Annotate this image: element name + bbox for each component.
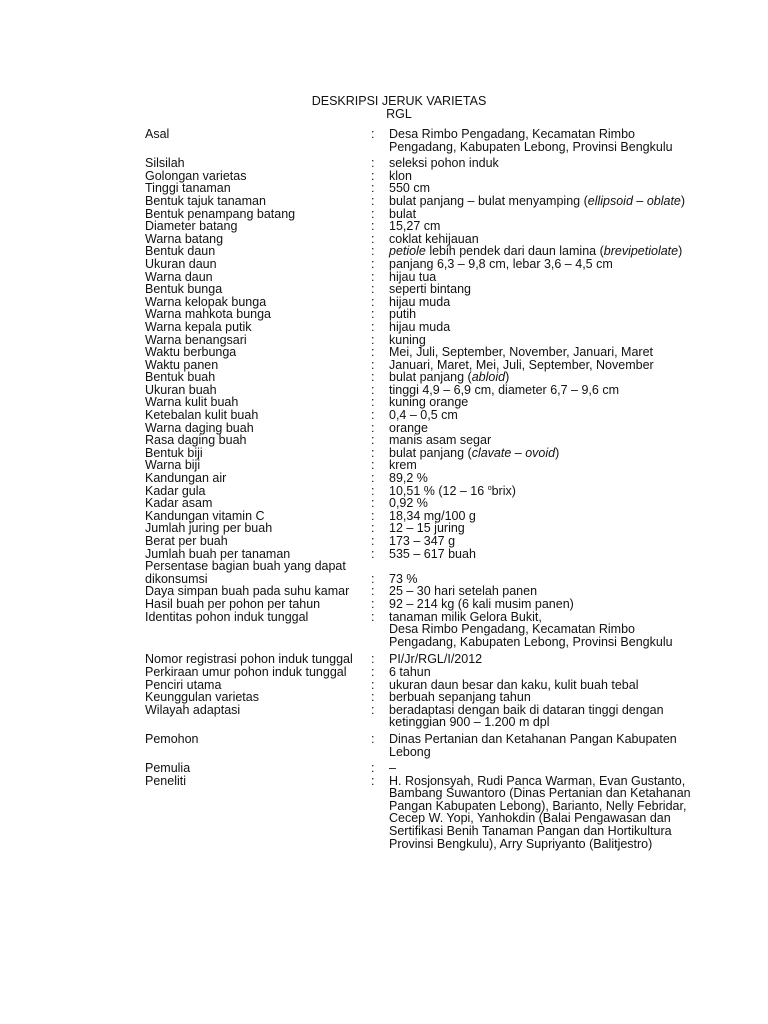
- field-label: Kandungan air: [145, 471, 227, 486]
- field-separator: :: [371, 496, 375, 511]
- field-row: [0, 384, 768, 397]
- field-label: Jumlah buah per tanaman: [145, 546, 291, 561]
- field-value-line: Pengadang, Kabupaten Lebong, Provinsi Bengkulu: [389, 634, 673, 649]
- field-separator: :: [371, 307, 375, 322]
- field-label: Identitas pohon induk tunggal: [145, 609, 309, 624]
- field-label: Waktu panen: [145, 357, 219, 372]
- field-value-line: Provinsi Bengkulu), Arry Supriyanto (Balitjestro): [389, 836, 653, 851]
- field-separator: :: [371, 508, 375, 523]
- field-row: [0, 271, 768, 284]
- field-label: Ukuran buah: [145, 382, 217, 397]
- field-separator: :: [371, 596, 375, 611]
- field-row: [0, 434, 768, 447]
- field-separator: :: [371, 609, 375, 624]
- field-row: [0, 321, 768, 334]
- field-value: seleksi pohon induk: [389, 156, 499, 171]
- field-row: [0, 510, 768, 523]
- field-row: [0, 585, 768, 598]
- field-label: [145, 560, 370, 585]
- field-label: Silsilah: [145, 156, 185, 171]
- field-label: Waktu berbunga: [145, 345, 237, 360]
- field-row: [0, 666, 768, 679]
- field-value-text: ): [680, 193, 686, 208]
- field-row: [0, 691, 768, 704]
- field-label: Bentuk buah: [145, 370, 216, 385]
- field-row: [0, 195, 768, 208]
- field-value: hijau muda: [389, 319, 451, 334]
- field-value: [389, 485, 709, 498]
- field-value-line: Desa Rimbo Pengadang, Kecamatan Rimbo: [389, 127, 635, 141]
- field-row: [0, 497, 768, 510]
- field-row: [0, 283, 768, 296]
- field-row: [0, 459, 768, 472]
- field-row: [0, 396, 768, 409]
- field-label: Warna daging buah: [145, 420, 254, 435]
- field-label: Ketebalan kulit buah: [145, 408, 259, 423]
- field-label: Bentuk penampang batang: [145, 206, 296, 221]
- field-value-italic: abloid: [471, 370, 506, 385]
- field-value-line: ketinggian 900 – 1.200 m dpl: [389, 715, 550, 730]
- field-separator: :: [371, 168, 375, 183]
- field-row: [0, 245, 768, 258]
- field-label: Warna benangsari: [145, 332, 247, 347]
- field-separator: :: [371, 319, 375, 334]
- field-row: [0, 679, 768, 692]
- field-label: Bentuk biji: [145, 445, 203, 460]
- field-row: [0, 346, 768, 359]
- field-separator: :: [371, 433, 375, 448]
- field-value-text: ): [555, 445, 560, 460]
- field-value-text: bulat panjang – bulat menyamping (: [389, 193, 588, 208]
- field-value-line: Pengadang, Kabupaten Lebong, Provinsi Bengkulu: [389, 139, 673, 154]
- field-label: Berat per buah: [145, 534, 228, 548]
- field-label: Wilayah adaptasi: [145, 702, 241, 717]
- field-value: 535 – 617 buah: [389, 546, 476, 561]
- field-value: PI/Jr/RGL/I/2012: [389, 652, 483, 667]
- field-row: [0, 128, 768, 153]
- field-separator: :: [371, 702, 375, 717]
- field-separator: :: [371, 127, 375, 141]
- field-row: [0, 653, 768, 666]
- field-row: [0, 308, 768, 321]
- field-value: 25 – 30 hari setelah panen: [389, 584, 538, 599]
- field-label: Keunggulan varietas: [145, 690, 259, 705]
- field-label: Warna mahkota bunga: [145, 307, 272, 322]
- field-value: [389, 128, 709, 153]
- field-separator: :: [371, 294, 375, 309]
- field-value: kuning: [389, 332, 426, 347]
- field-label: Warna kepala putik: [145, 319, 252, 334]
- field-label: Pemohon: [145, 731, 199, 746]
- field-label: Jumlah juring per buah: [145, 521, 273, 536]
- field-value: panjang 6,3 – 9,8 cm, lebar 3,6 – 4,5 cm: [389, 256, 613, 271]
- field-label: Rasa daging buah: [145, 433, 247, 448]
- field-separator: :: [371, 193, 375, 208]
- field-separator: :: [371, 483, 375, 498]
- field-value: bulat: [389, 206, 417, 221]
- field-value: ukuran daun besar dan kaku, kulit buah tebal: [389, 677, 639, 692]
- field-row: [0, 447, 768, 460]
- field-label: Warna daun: [145, 269, 213, 284]
- field-value: klon: [389, 168, 412, 183]
- field-value: hijau muda: [389, 294, 451, 309]
- field-separator: :: [371, 677, 375, 692]
- field-separator: :: [371, 206, 375, 221]
- field-row: [0, 409, 768, 422]
- field-label: Bentuk daun: [145, 244, 216, 259]
- field-separator: :: [371, 761, 375, 776]
- field-separator: :: [371, 370, 375, 385]
- field-row: [0, 733, 768, 758]
- field-value-text: bulat panjang (: [389, 445, 472, 460]
- field-separator: :: [371, 584, 375, 599]
- field-row: [0, 422, 768, 435]
- field-row: [0, 598, 768, 611]
- field-label: Ukuran daun: [145, 256, 217, 271]
- field-label: Pemulia: [145, 761, 191, 776]
- field-row: [0, 548, 768, 561]
- field-value-text: lebih pendek dari daun lamina (: [425, 244, 604, 259]
- field-value: 15,27 cm: [389, 219, 441, 234]
- field-value: 0,92 %: [389, 496, 428, 511]
- field-value: seperti bintang: [389, 282, 472, 297]
- field-row: [0, 485, 768, 498]
- field-separator: :: [371, 420, 375, 435]
- field-row: [0, 157, 768, 170]
- field-separator: :: [371, 244, 375, 259]
- field-row: [0, 560, 768, 585]
- field-separator: :: [371, 773, 375, 788]
- field-value-italic: brevipetiolate: [603, 244, 679, 259]
- field-separator: :: [371, 219, 375, 234]
- field-label: Penciri utama: [145, 677, 222, 692]
- field-label: Perkiraan umur pohon induk tunggal: [145, 664, 347, 679]
- field-value-text: brix): [491, 483, 516, 498]
- document-title: [0, 95, 768, 121]
- field-label: Bentuk bunga: [145, 282, 223, 297]
- field-value: [389, 195, 709, 208]
- field-separator: :: [371, 345, 375, 360]
- field-row: [0, 258, 768, 271]
- title-line-1: DESKRIPSI JERUK VARIETAS: [311, 94, 487, 108]
- field-value-line: H. Rosjonsyah, Rudi Panca Warman, Evan Gustanto,: [389, 773, 686, 788]
- field-row: [0, 208, 768, 221]
- field-separator: :: [371, 357, 375, 372]
- field-label: Warna batang: [145, 231, 224, 246]
- field-separator: :: [371, 231, 375, 246]
- field-value: orange: [389, 420, 428, 435]
- field-value-italic: petiole: [389, 244, 426, 259]
- field-separator: :: [371, 395, 375, 410]
- field-label: Hasil buah per pohon per tahun: [145, 596, 321, 611]
- field-row: [0, 762, 768, 775]
- field-label-line: Persentase bagian buah yang dapat: [145, 559, 346, 574]
- field-label: Asal: [145, 127, 170, 141]
- field-label: Bentuk tajuk tanaman: [145, 193, 266, 208]
- field-value: 6 tahun: [389, 664, 431, 679]
- field-row: [0, 296, 768, 309]
- field-value: 18,34 mg/100 g: [389, 508, 476, 523]
- field-label: Kandungan vitamin C: [145, 508, 265, 523]
- field-separator: :: [371, 690, 375, 705]
- field-separator: :: [371, 181, 375, 196]
- field-value: [389, 447, 709, 460]
- field-separator: :: [371, 546, 375, 561]
- field-label: Kadar asam: [145, 496, 213, 511]
- field-value-text: ): [505, 370, 510, 385]
- variety-description-list: [0, 128, 768, 850]
- field-value-line: Sertifikasi Benih Tanaman Pangan dan Hortikultura: [389, 824, 672, 839]
- field-value-line: Bambang Suwantoro (Dinas Pertanian dan Ketahanan: [389, 786, 691, 801]
- field-value: 173 – 347 g: [389, 534, 456, 548]
- field-value-line: Cecep W. Yopi, Yanhokdin (Balai Pengawasan dan: [389, 811, 671, 826]
- field-value: –: [389, 761, 396, 776]
- field-separator: :: [371, 534, 375, 548]
- field-separator: :: [371, 521, 375, 536]
- field-value-line: Dinas Pertanian dan Ketahanan Pangan Kabupaten: [389, 731, 677, 746]
- field-row: [0, 170, 768, 183]
- field-row: [0, 359, 768, 372]
- field-value: 0,4 – 0,5 cm: [389, 408, 458, 423]
- field-value: Januari, Maret, Mei, Juli, September, November: [389, 357, 654, 372]
- title-line-2: RGL: [386, 107, 412, 121]
- field-separator: :: [371, 156, 375, 171]
- field-separator: :: [371, 652, 375, 667]
- field-separator: :: [371, 471, 375, 486]
- field-row: [0, 704, 768, 729]
- field-value-line: Desa Rimbo Pengadang, Kecamatan Rimbo: [389, 622, 635, 637]
- field-label: Nomor registrasi pohon induk tunggal: [145, 652, 353, 667]
- field-value-line: beradaptasi dengan baik di dataran tinggi dengan: [389, 702, 664, 717]
- field-label: Warna kelopak bunga: [145, 294, 267, 309]
- field-value-italic: clavate – ovoid: [471, 445, 556, 460]
- field-value: [389, 371, 709, 384]
- field-label: Diameter batang: [145, 219, 238, 234]
- field-value-italic: ellipsoid – oblate: [587, 193, 681, 208]
- field-separator: :: [371, 332, 375, 347]
- field-row: [0, 472, 768, 485]
- field-value: hijau tua: [389, 269, 437, 284]
- field-value: tinggi 4,9 – 6,9 cm, diameter 6,7 – 9,6 cm: [389, 382, 619, 397]
- field-value-line: tanaman milik Gelora Bukit,: [389, 609, 542, 624]
- field-value: [389, 611, 709, 649]
- field-value: 73 %: [389, 571, 418, 586]
- degree-superscript: o: [487, 484, 492, 492]
- field-value: [389, 733, 709, 758]
- field-value: 89,2 %: [389, 471, 428, 486]
- field-value: putih: [389, 307, 417, 322]
- field-separator: :: [371, 256, 375, 271]
- field-value: krem: [389, 458, 417, 473]
- field-row: [0, 522, 768, 535]
- field-label: Peneliti: [145, 773, 186, 788]
- field-value: manis asam segar: [389, 433, 492, 448]
- field-row: [0, 371, 768, 384]
- field-separator: :: [371, 445, 375, 460]
- field-value: kuning orange: [389, 395, 469, 410]
- field-separator: :: [371, 458, 375, 473]
- field-label: Tinggi tanaman: [145, 181, 231, 196]
- field-value-text: 10,51 % (12 – 16: [389, 483, 488, 498]
- field-value: 12 – 15 juring: [389, 521, 465, 536]
- field-separator: :: [371, 731, 375, 746]
- field-value-line: Pangan Kabupaten Lebong), Barianto, Nelly Febridar,: [389, 798, 687, 813]
- field-row: [0, 535, 768, 548]
- field-separator: :: [371, 282, 375, 297]
- field-separator: :: [371, 269, 375, 284]
- field-value: [389, 704, 709, 729]
- field-value-text: ): [678, 244, 683, 259]
- field-value-line: Lebong: [389, 744, 431, 759]
- field-separator: :: [371, 382, 375, 397]
- field-value: Mei, Juli, September, November, Januari, Maret: [389, 345, 654, 360]
- field-label: Warna kulit buah: [145, 395, 239, 410]
- field-value-text: bulat panjang (: [389, 370, 472, 385]
- field-label: Warna biji: [145, 458, 201, 473]
- field-value: coklat kehijauan: [389, 231, 479, 246]
- field-label: Golongan varietas: [145, 168, 247, 183]
- field-label-line: dikonsumsi: [145, 571, 208, 586]
- field-row: [0, 220, 768, 233]
- field-row: [0, 775, 768, 851]
- field-label: Daya simpan buah pada suhu kamar: [145, 584, 350, 599]
- field-label: Kadar gula: [145, 483, 206, 498]
- field-separator: :: [371, 408, 375, 423]
- field-value: 550 cm: [389, 181, 430, 196]
- field-value: [389, 775, 709, 851]
- field-separator: :: [371, 664, 375, 679]
- field-value: berbuah sepanjang tahun: [389, 690, 531, 705]
- field-value: 92 – 214 kg (6 kali musim panen): [389, 596, 574, 611]
- field-separator: :: [371, 571, 375, 586]
- field-row: [0, 611, 768, 649]
